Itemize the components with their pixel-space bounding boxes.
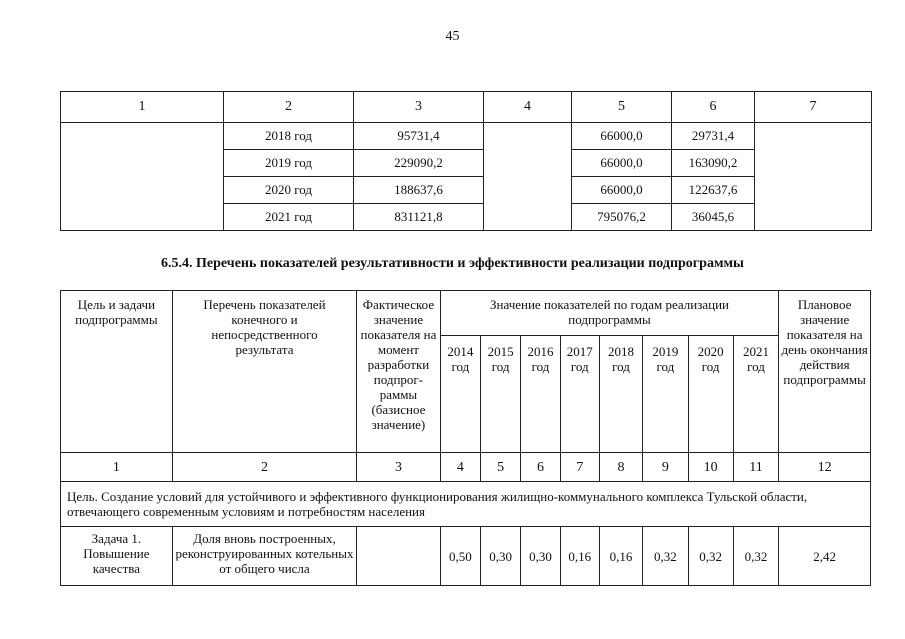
value-cell: 229090,2: [354, 150, 484, 177]
year-cell: 2020 год: [224, 177, 354, 204]
task-indicator: Доля вновь построенных, реконструированных котельных от общего числа: [172, 527, 356, 586]
header-plan-value: Плановое значение показателя на день окончания действия подпрограммы: [779, 291, 871, 453]
value-cell: 122637,6: [672, 177, 755, 204]
year-header: 2019 год: [643, 336, 688, 453]
col-number: 9: [643, 453, 688, 482]
value-cell: 188637,6: [354, 177, 484, 204]
col-header: 4: [484, 92, 572, 123]
col-number: 5: [481, 453, 521, 482]
task-value: 0,32: [733, 527, 778, 586]
year-cell: 2019 год: [224, 150, 354, 177]
year-header: 2020 год: [688, 336, 733, 453]
year-cell: 2021 год: [224, 204, 354, 231]
value-cell: 36045,6: [672, 204, 755, 231]
task-value: 0,32: [688, 527, 733, 586]
section-title: 6.5.4. Перечень показателей результативности и эффективности реализации подпрограммы: [161, 256, 744, 271]
goal-text: Цель. Создание условий для устойчивого и эффективного функционирования жилищно-коммунального комплекса Тульской области, отвечающего современным условиям и потребностям населения: [61, 482, 871, 527]
col-number: 6: [521, 453, 560, 482]
value-cell: 831121,8: [354, 204, 484, 231]
header-indicator-list: Перечень показателей конечного и непосредственного результата: [172, 291, 356, 453]
page-number: 45: [445, 29, 460, 44]
col-number: 10: [688, 453, 733, 482]
table-header-row: [61, 291, 871, 336]
col-header: 5: [572, 92, 672, 123]
header-fact-value: Фактическое значение показателя на момент разработки подпрог-раммы (базисное значение): [357, 291, 441, 453]
year-header: 2015 год: [481, 336, 521, 453]
table-row: [61, 123, 872, 150]
col-header: 2: [224, 92, 354, 123]
value-cell: 163090,2: [672, 150, 755, 177]
empty-cell: [61, 123, 224, 231]
task-value: 0,32: [643, 527, 688, 586]
funding-table: [60, 91, 872, 231]
value-cell: 29731,4: [672, 123, 755, 150]
goal-row: [61, 482, 871, 527]
empty-cell: [484, 123, 572, 231]
header-values-by-year: Значение показателей по годам реализации подпрограммы: [440, 291, 779, 336]
year-header: 2014 год: [440, 336, 480, 453]
task-fact-value: [357, 527, 441, 586]
year-header: 2018 год: [599, 336, 642, 453]
task-value: 0,16: [599, 527, 642, 586]
col-header: 3: [354, 92, 484, 123]
value-cell: 66000,0: [572, 177, 672, 204]
col-header: 7: [755, 92, 872, 123]
header-goal: Цель и задачи подпрограммы: [61, 291, 173, 453]
task-value: 0,30: [521, 527, 560, 586]
value-cell: 795076,2: [572, 204, 672, 231]
empty-cell: [755, 123, 872, 231]
value-cell: 95731,4: [354, 123, 484, 150]
year-cell: 2018 год: [224, 123, 354, 150]
task-value: 0,50: [440, 527, 480, 586]
column-numbers-row: [61, 453, 871, 482]
col-number: 4: [440, 453, 480, 482]
col-number: 1: [61, 453, 173, 482]
value-cell: 66000,0: [572, 123, 672, 150]
col-number: 11: [733, 453, 778, 482]
col-number: 12: [779, 453, 871, 482]
task-value: 0,30: [481, 527, 521, 586]
task-name: Задача 1. Повышение качества: [61, 527, 173, 586]
value-cell: 66000,0: [572, 150, 672, 177]
year-header: 2016 год: [521, 336, 560, 453]
table-row: [61, 527, 871, 586]
task-value: 0,16: [560, 527, 599, 586]
year-header: 2021 год: [733, 336, 778, 453]
col-header: 6: [672, 92, 755, 123]
col-number: 7: [560, 453, 599, 482]
col-number: 3: [357, 453, 441, 482]
year-header: 2017 год: [560, 336, 599, 453]
task-plan-value: 2,42: [779, 527, 871, 586]
col-header: 1: [61, 92, 224, 123]
table-header-row: [61, 92, 872, 123]
indicators-table: [60, 290, 871, 586]
col-number: 8: [599, 453, 642, 482]
col-number: 2: [172, 453, 356, 482]
